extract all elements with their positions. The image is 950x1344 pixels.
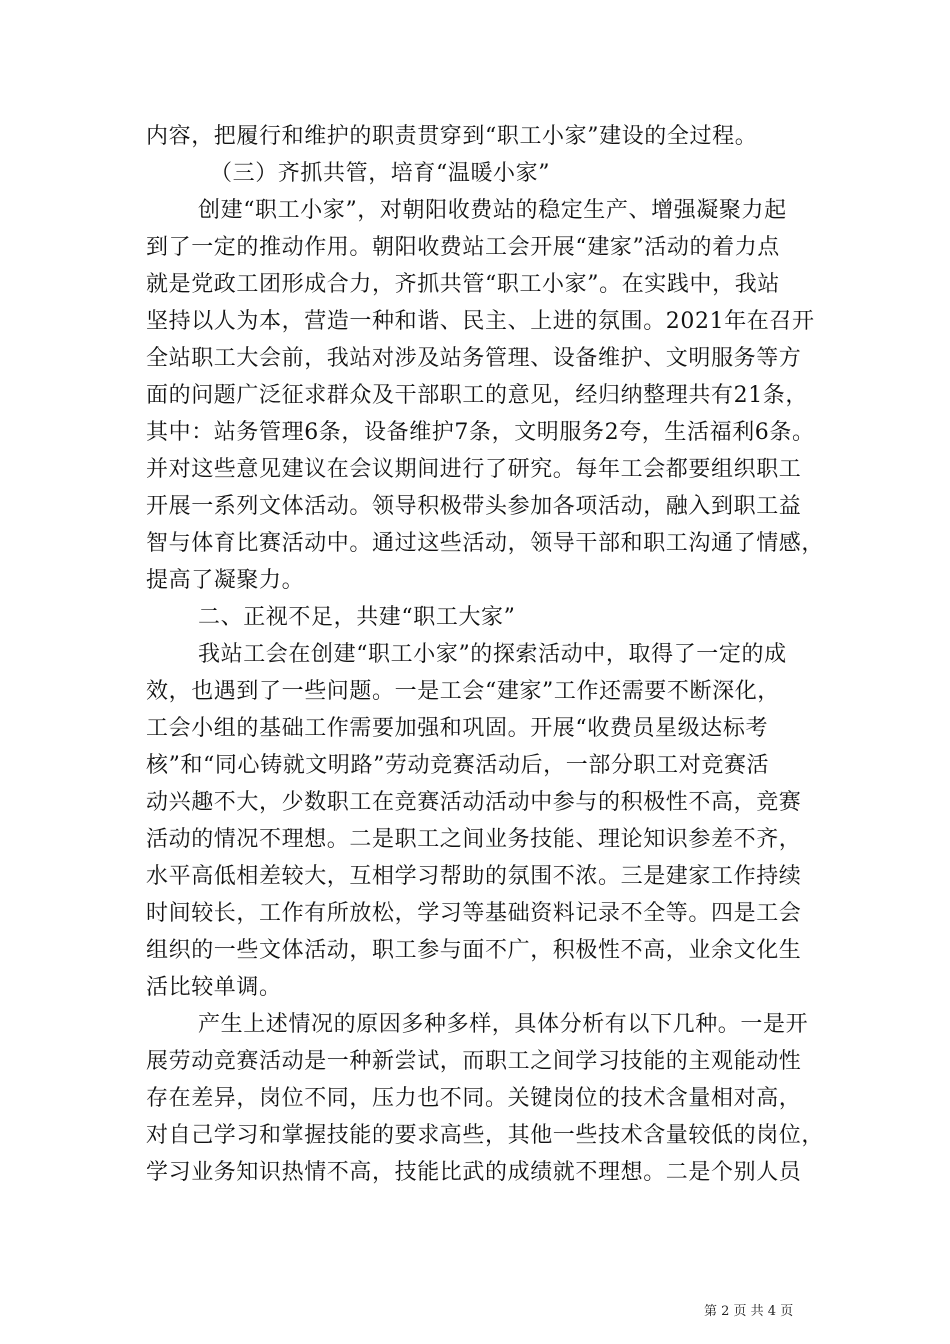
text-line: 效，也遇到了一些问题。一是工会“建家”工作还需要不断深化， [146,679,780,704]
text-line: 核”和“同心铸就文明路”劳动竞赛活动后，一部分职工对竞赛活 [146,753,770,778]
text-line: 工会小组的基础工作需要加强和巩固。开展“收费员星级达标考 [146,716,769,741]
text-line: 水平高低相差较大，互相学习帮助的氛围不浓。三是建家工作持续 [146,864,802,889]
text-line: 产生上述情况的原因多种多样，具体分析有以下几种。一是开 [198,1012,809,1037]
text-line: 开展一系列文体活动。领导积极带头参加各项活动，融入到职工益 [146,494,802,519]
text-line: 内容，把履行和维护的职责贯穿到“职工小家”建设的全过程。 [146,124,758,149]
section-heading: 二、正视不足，共建“职工大家” [198,605,516,630]
text-line: 对自己学习和掌握技能的要求高些，其他一些技术含量较低的岗位， [146,1123,825,1148]
section-heading: （三）齐抓共管，培育“温暖小家” [210,161,551,186]
text-line: 活比较单调。 [146,975,282,1000]
document-body [146,118,825,1191]
text-line: 面的问题广泛征求群众及干部职工的意见，经归纳整理共有21条， [146,383,808,408]
text-line: 智与体育比赛活动中。通过这些活动，领导干部和职工沟通了情感， [146,531,825,556]
text-line: 组织的一些文体活动，职工参与面不广，积极性不高，业余文化生 [146,938,802,963]
text-line: 就是党政工团形成合力，齐抓共管“职工小家”。在实践中，我站 [146,272,780,297]
text-line: 提高了凝聚力。 [146,568,305,593]
text-line: 我站工会在创建“职工小家”的探索活动中，取得了一定的成 [198,642,787,667]
text-line: 学习业务知识热情不高，技能比武的成绩就不理想。二是个别人员 [146,1160,802,1185]
text-line: 到了一定的推动作用。朝阳收费站工会开展“建家”活动的着力点 [146,235,780,260]
text-line: 展劳动竞赛活动是一种新尝试，而职工之间学习技能的主观能动性 [146,1049,802,1074]
text-line: 全站职工大会前，我站对涉及站务管理、设备维护、文明服务等方 [146,346,802,371]
page-number: 第 2 页 共 4 页 [704,1304,794,1319]
text-line: 坚持以人为本，营造一种和谐、民主、上进的氛围。2021年在召开 [146,309,815,334]
text-line: 并对这些意见建议在会议期间进行了研究。每年工会都要组织职工 [146,457,802,482]
text-line: 其中：站务管理6条，设备维护7条，文明服务2夸，生活福利6条。 [146,420,815,445]
text-line: 时间较长，工作有所放松，学习等基础资料记录不全等。四是工会 [146,901,802,926]
text-line: 动兴趣不大，少数职工在竞赛活动活动中参与的积极性不高，竞赛 [146,790,802,815]
text-line: 存在差异，岗位不同，压力也不同。关键岗位的技术含量相对高， [146,1086,802,1111]
text-line: 创建“职工小家”，对朝阳收费站的稳定生产、增强凝聚力起 [198,198,787,223]
text-line: 活动的情况不理想。二是职工之间业务技能、理论知识参差不齐， [146,827,802,852]
